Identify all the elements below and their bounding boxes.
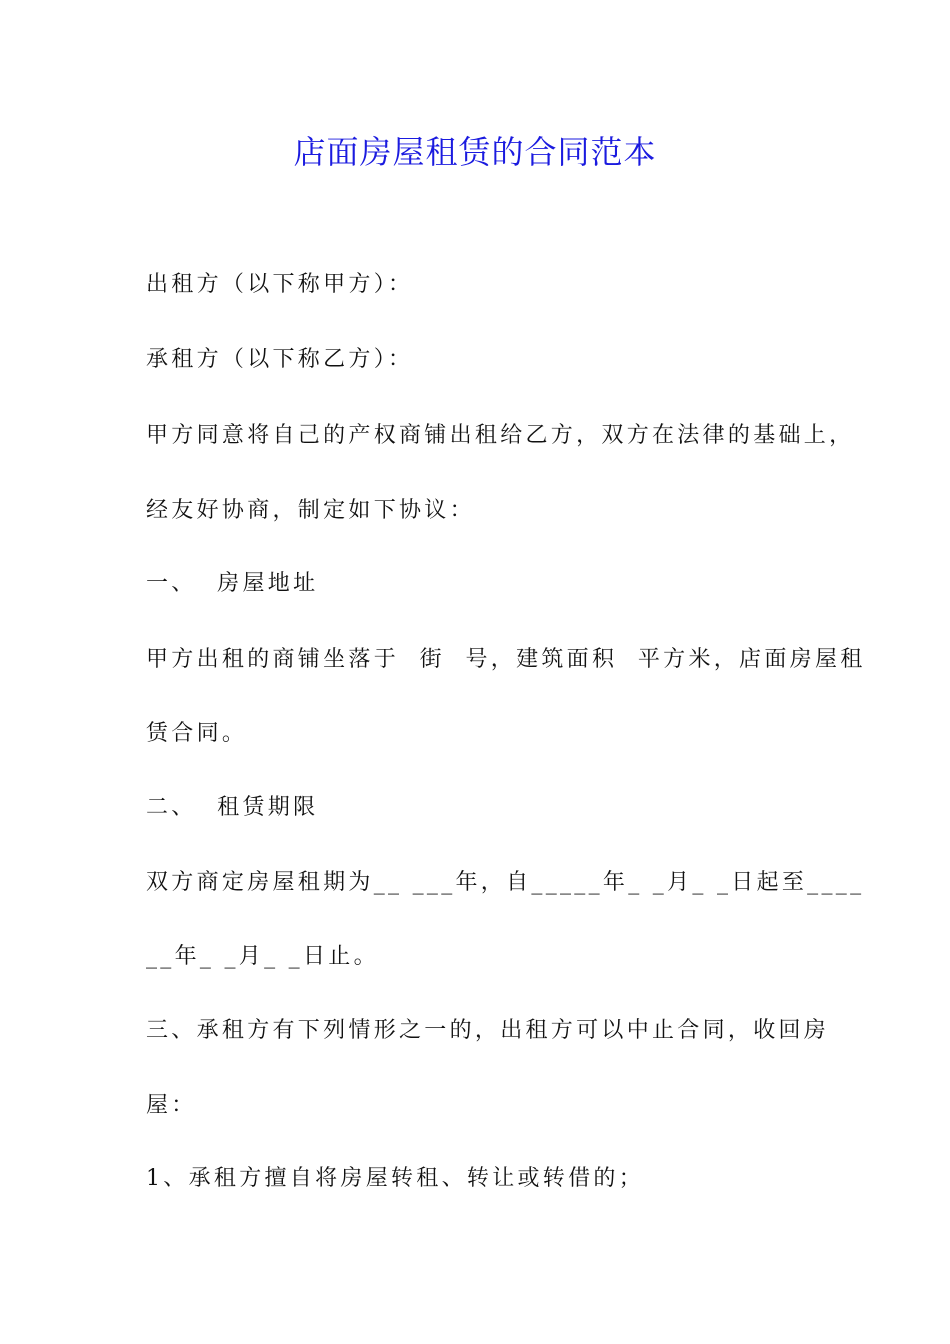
term-paragraph-line-2: __年_ _月_ _日止。: [146, 944, 379, 969]
address-paragraph-line-2: 赁合同。: [146, 721, 248, 746]
term-paragraph-line-1: 双方商定房屋租期为__ ___年，自_____年_ _月_ _日起至____: [146, 870, 865, 895]
agreement-intro-line-1: 甲方同意将自己的产权商铺出租给乙方，双方在法律的基础上，: [146, 423, 855, 448]
clause-1-line: 1、承租方擅自将房屋转租、转让或转借的；: [146, 1166, 644, 1191]
section-3-line-1: 三、承租方有下列情形之一的，出租方可以中止合同，收回房: [146, 1018, 830, 1043]
section-3-line-2: 屋：: [146, 1093, 197, 1118]
lessee-line: 承租方（以下称乙方）：: [146, 347, 414, 372]
lessor-line: 出租方（以下称甲方）：: [146, 272, 414, 297]
section-2-heading: 二、 租赁期限: [146, 795, 319, 820]
document-title: 店面房屋租赁的合同范本: [293, 133, 657, 171]
agreement-intro-line-2: 经友好协商，制定如下协议：: [146, 498, 475, 523]
section-1-heading: 一、 房屋地址: [146, 571, 319, 596]
address-paragraph-line-1: 甲方出租的商铺坐落于 街 号，建筑面积 平方米，店面房屋租: [146, 647, 866, 672]
